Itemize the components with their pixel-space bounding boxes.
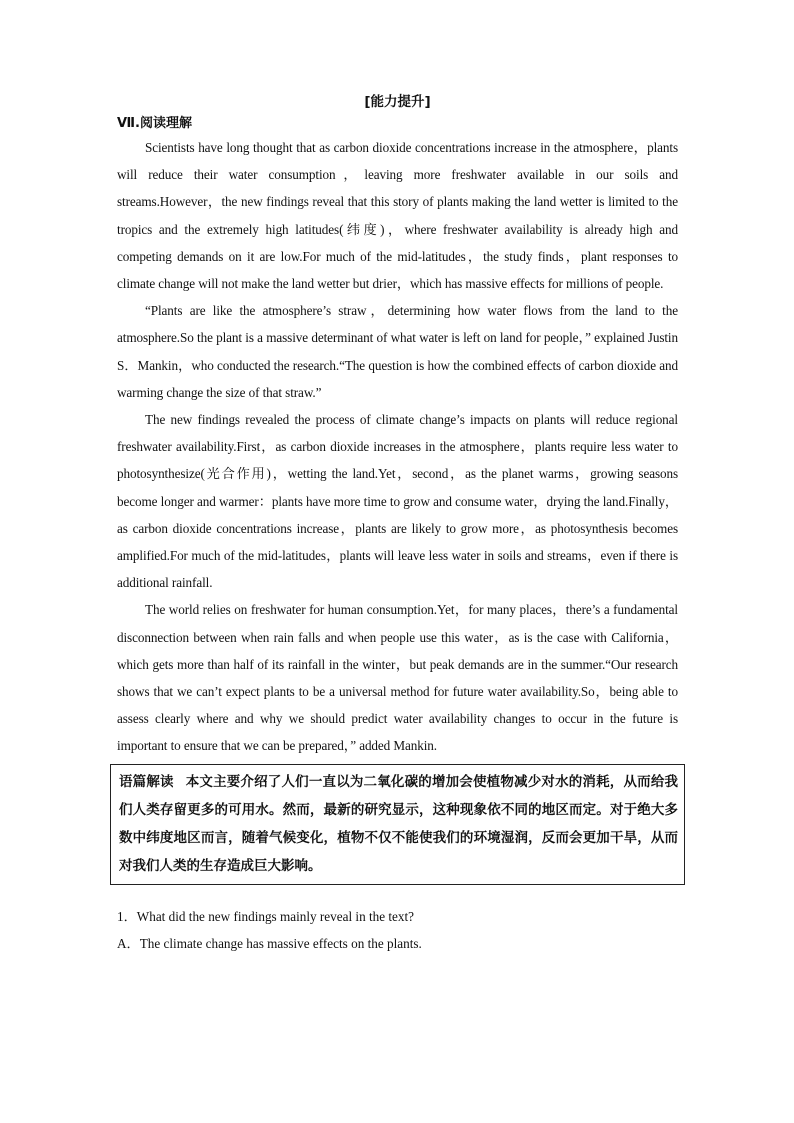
section-title: [能力提升] bbox=[364, 94, 431, 110]
passage-paragraph-1: Scientists have long thought that as carbon dioxide concentrations increase in the atmosphere，plants will reduce their water consumption，leaving more freshwater available in our soils and streams.However，the new findings reveal that this story of plants making the land wetter is limited to the tropics and the extremely high latitudes(纬度)，where freshwater availability is already high and competing demands on it are low.For much of the mid-latitudes，the study finds，plant responses to climate change will not make the land wetter but drier，which has massive effects for millions of people. bbox=[117, 140, 678, 292]
summary-text: 本文主要介绍了人们一直以为二氧化碳的增加会使植物减少对水的消耗，从而给我们人类存留更多的可用水。然而，最新的研究显示，这种现象依不同的地区而定。对于绝大多数中纬度地区而言，随着气候变化，植物不仅不能使我们的环境湿润，反而会更加干旱，从而对我们人类的生存造成巨大影响。 bbox=[119, 773, 678, 874]
passage-paragraph-4: The world relies on freshwater for human consumption.Yet，for many places，there’s a fundamental disconnection between when rain falls and when people use this water，as is the case with California，which gets more than half of its rainfall in the winter，but peak demands are in the summer.“Our research shows that we can’t expect plants to be a universal method for future water availability.So，being able to assess clearly where and why we should predict water availability changes to occur in the future is important to ensure that we can be prepared，” added Mankin. bbox=[117, 602, 678, 754]
summary-box bbox=[110, 764, 685, 885]
passage-paragraph-3: The new findings revealed the process of climate change’s impacts on plants will reduce regional freshwater availability.First，as carbon dioxide increases in the atmosphere，plants require less water to photosynthesize(光合作用)，wetting the land.Yet，second，as the planet warms，growing seasons become longer and warmer：plants have more time to grow and consume water，drying the land.Finally，as carbon dioxide concentrations increase，plants are likely to grow more，as photosynthesis becomes amplified.For much of the mid-latitudes，plants will leave less water in soils and streams，even if there is additional rainfall. bbox=[117, 412, 678, 591]
question-stem: 1．What did the new findings mainly reveal in the text? bbox=[117, 908, 415, 924]
reading-passage bbox=[117, 134, 678, 760]
summary-label: 语篇解读 bbox=[119, 773, 174, 790]
passage-paragraph-2: “Plants are like the atmosphere’s straw，determining how water flows from the land to the atmosphere.So the plant is a massive determinant of what water is left on land for people，” explained Justin S．Mankin，who conducted the research.“The question is how the combined effects of carbon dioxide and warming change the size of that straw.” bbox=[117, 303, 678, 400]
question-option-a: A．The climate change has massive effects on the plants. bbox=[117, 936, 422, 952]
subsection-title: Ⅶ.阅读理解 bbox=[117, 116, 192, 131]
question-1 bbox=[117, 903, 678, 958]
document-page bbox=[117, 92, 678, 958]
